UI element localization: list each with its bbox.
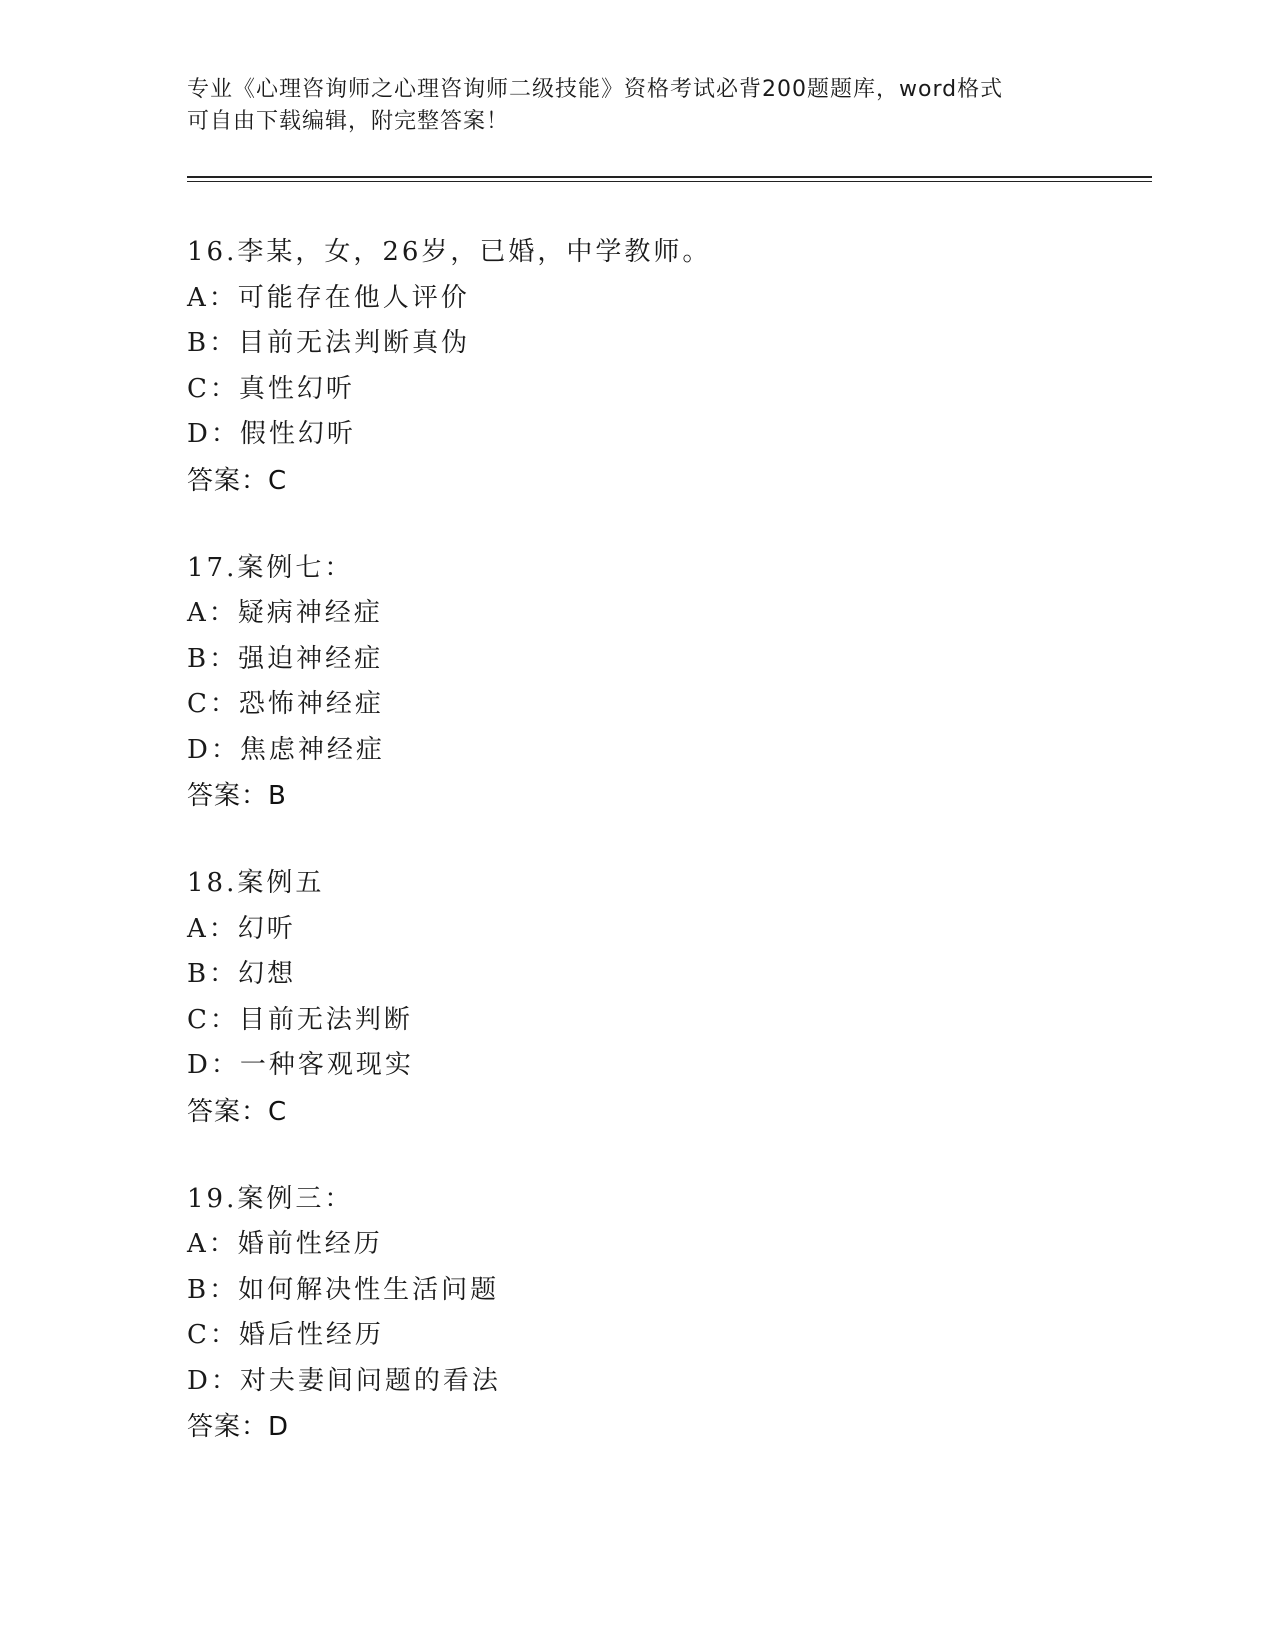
option-a: A：可能存在他人评价: [187, 282, 470, 313]
question-18: [187, 861, 1147, 1135]
option-b: B：强迫神经症: [187, 643, 384, 674]
header-title-line-2: 可自由下载编辑，附完整答案！: [187, 109, 510, 134]
header-title-line-1: 专业《心理咨询师之心理咨询师二级技能》资格考试必背200题题库，word格式: [187, 77, 1004, 102]
option-c: C：恐怖神经症: [187, 689, 384, 719]
option-d: D：对夫妻间问题的看法: [187, 1365, 501, 1396]
question-17: [187, 546, 1147, 820]
option-b: B：目前无法判断真伪: [187, 328, 471, 358]
question-19: [187, 1177, 1147, 1451]
option-c: C：目前无法判断: [187, 1004, 413, 1035]
option-d: D：一种客观现实: [187, 1050, 414, 1080]
option-a: A：婚前性经历: [187, 1229, 383, 1259]
header-divider-thick: [187, 176, 1152, 178]
option-a: A：幻听: [187, 913, 296, 944]
question-stem: 17.案例七：: [187, 552, 354, 583]
header-divider-thin: [187, 181, 1152, 182]
option-d: D：假性幻听: [187, 419, 356, 449]
option-d: D：焦虑神经症: [187, 734, 385, 765]
option-b: B：如何解决性生活问题: [187, 1274, 500, 1305]
option-b: B：幻想: [187, 959, 297, 989]
question-stem: 18.案例五: [187, 868, 325, 898]
question-16: [187, 230, 1147, 504]
answer-key: 答案：C: [187, 1096, 288, 1127]
answer-key: 答案：D: [187, 1412, 290, 1442]
question-list: [187, 230, 1147, 1492]
option-c: C：婚后性经历: [187, 1320, 384, 1350]
option-a: A：疑病神经症: [187, 598, 383, 628]
question-stem: 19.案例三：: [187, 1183, 354, 1214]
question-stem: 16.李某，女，26岁，已婚，中学教师。: [187, 237, 712, 267]
option-c: C：真性幻听: [187, 373, 355, 404]
answer-key: 答案：B: [187, 781, 287, 811]
answer-key: 答案：C: [187, 465, 288, 496]
document-header: [187, 74, 1087, 138]
